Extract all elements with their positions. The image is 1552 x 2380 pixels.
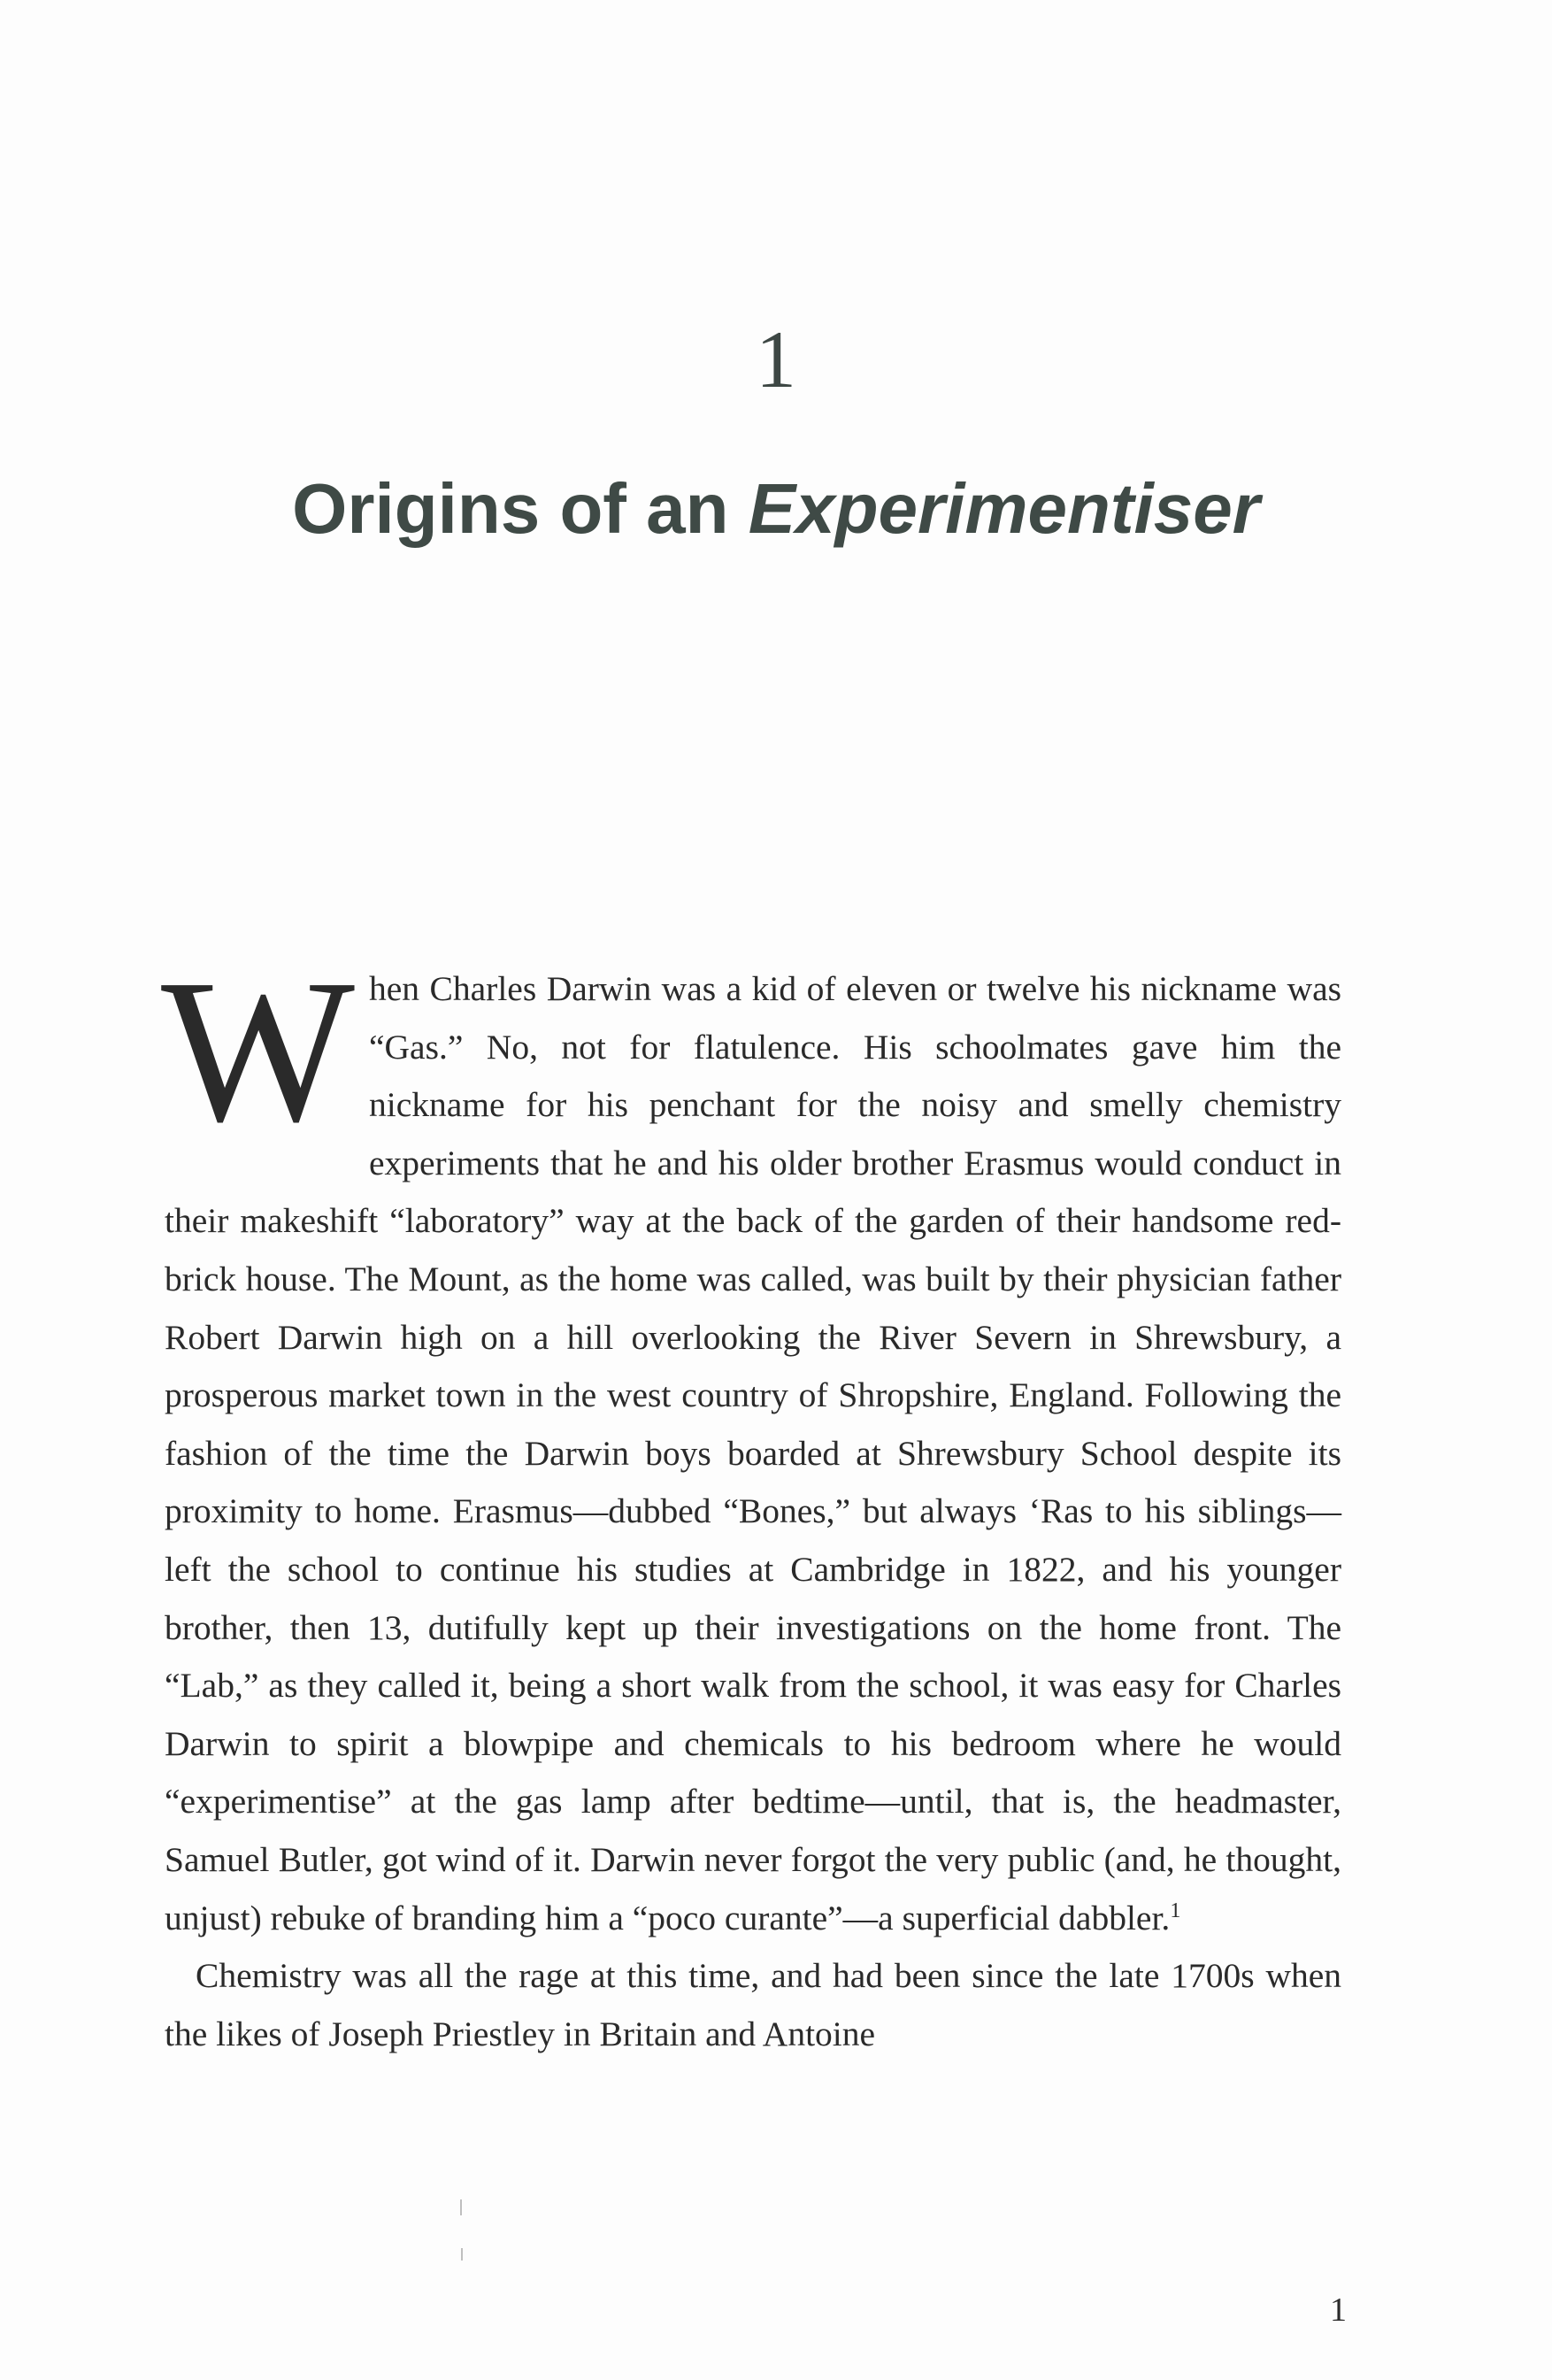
chapter-number: 1	[756, 314, 796, 404]
paragraph-2: Chemistry was all the rage at this time, and had been since the late 1700s when the likes of Joseph Priestley in Britain and Antoine	[165, 1956, 1341, 2053]
scan-speck	[460, 2199, 462, 2215]
drop-cap: W	[161, 937, 355, 1165]
scan-speck	[461, 2248, 463, 2261]
chapter-title-plain: Origins of an	[292, 469, 749, 548]
paragraph-1-text: hen Charles Darwin was a kid of eleven or twelve his nickname was “Gas.” No, not for flatulence. His schoolmates gave him the nickname for his penchant for the noisy and smelly chemistry experiments that he and his older brother Erasmus would conduct in their makeshift “laboratory” way at the back of the garden of their handsome red-brick house. The Mount, as the home was called, was built by their physician father Robert Darwin high on a hill overlooking the River Severn in Shrewsbury, a prosperous market town in the west country of Shropshire, England. Following the fashion of the time the Darwin boys boarded at Shrewsbury School despite its proximity to home. Erasmus—dubbed “Bones,” but always ‘Ras to his siblings—left the school to continue his studies at Cambridge in 1822, and his younger brother, then 13, dutifully kept up their investigations on the home front. The “Lab,” as they called it, being a short walk from the school, it was easy for Charles Darwin to spirit a blowpipe and chemicals to his bedroom where he would “experimentise” at the gas lamp after bedtime—until, that is, the headmaster, Samuel Butler, got wind of it. Darwin never forgot the very public (and, he thought, unjust) rebuke of branding him a “poco curante”—a superficial dabbler.	[165, 969, 1341, 1937]
paragraph-1	[161, 937, 1341, 1947]
body-text	[161, 937, 1341, 2063]
chapter-title-italic: Experimentiser	[748, 469, 1260, 548]
chapter-title	[0, 469, 1552, 548]
footnote-marker[interactable]: 1	[1170, 1899, 1181, 1922]
page-number: 1	[1330, 2291, 1347, 2329]
